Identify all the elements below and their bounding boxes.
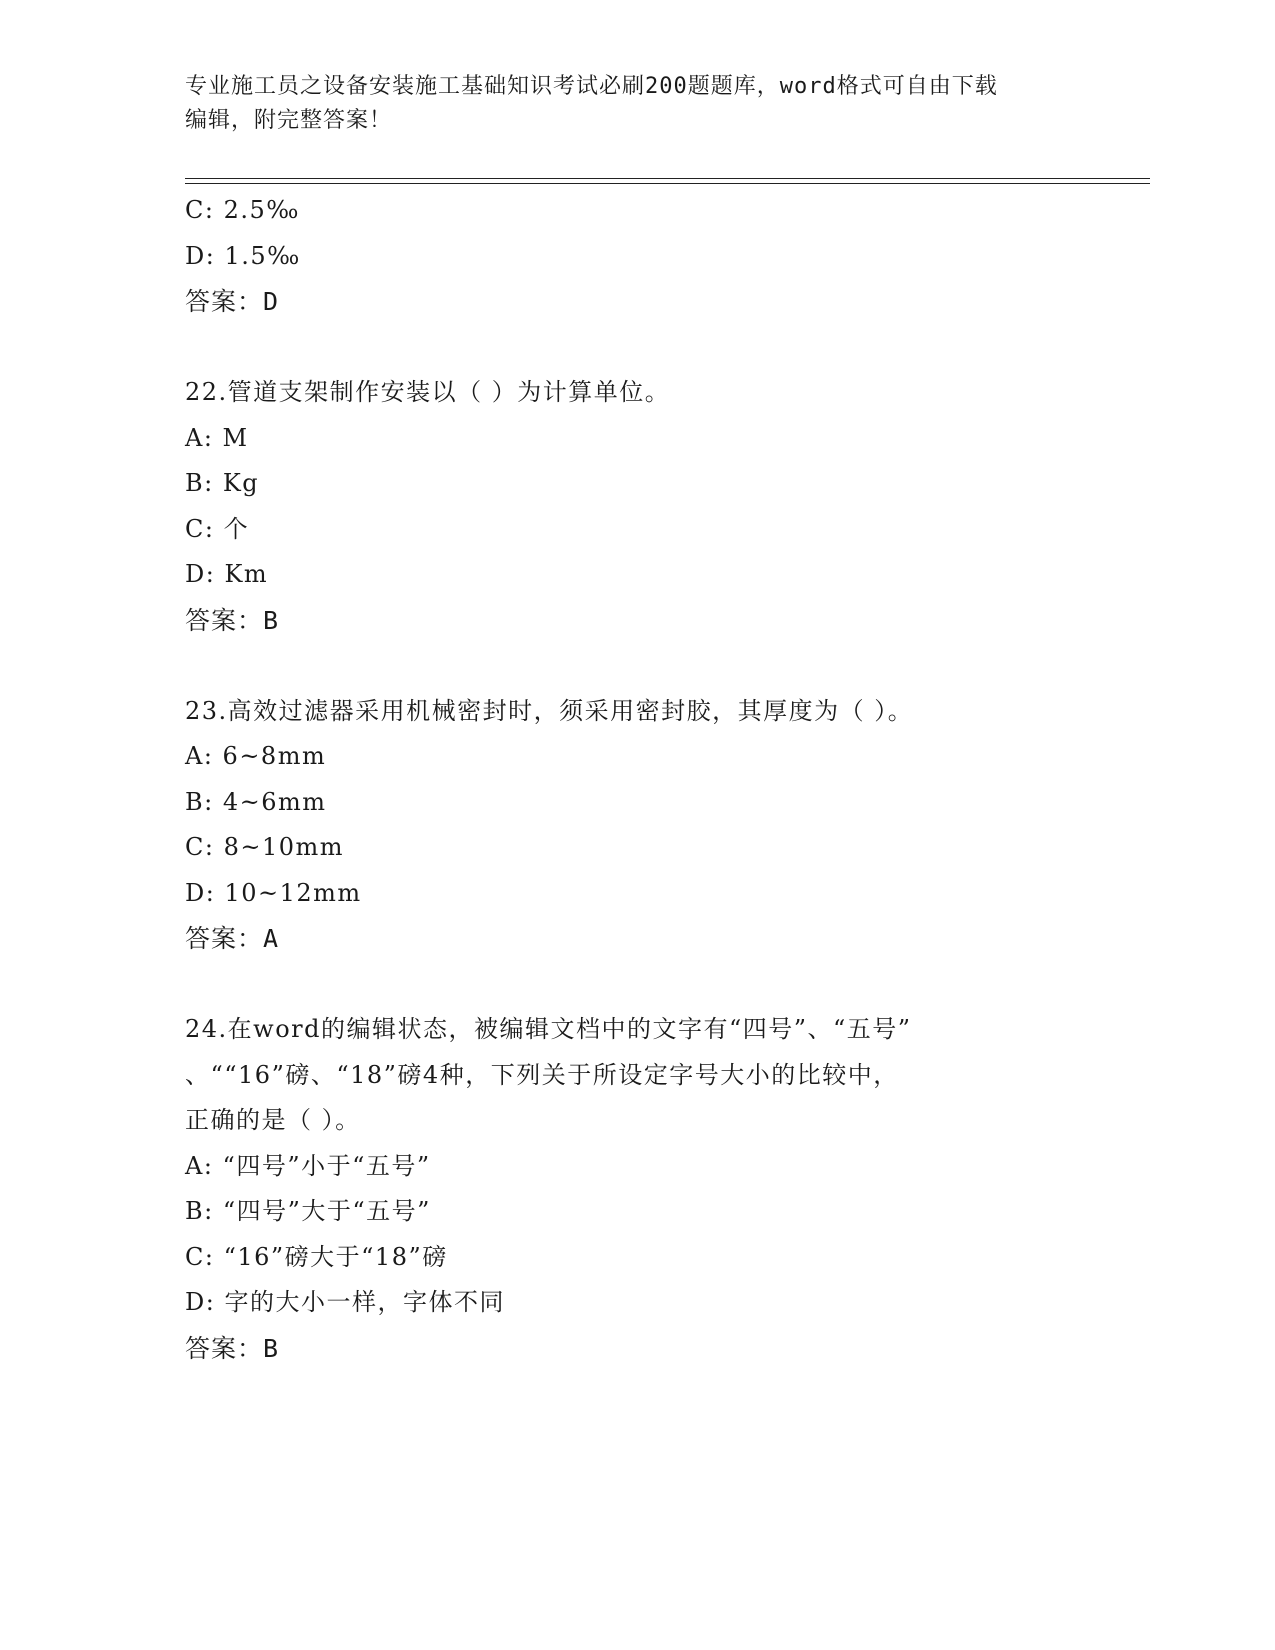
document-body	[185, 188, 1085, 1371]
spacer	[185, 962, 1085, 1008]
question-24-option-a: A: “四号”小于“五号”	[185, 1151, 431, 1180]
question-24-stem-line-2: 、““16”磅、“18”磅4种，下列关于所设定字号大小的比较中，	[185, 1060, 899, 1089]
question-23-option-d: D: 10~12mm	[185, 878, 362, 907]
question-23-option-a: A: 6~8mm	[185, 742, 327, 770]
question-22-option-b: B: Kg	[185, 469, 260, 497]
option-c: C: 2.5‰	[185, 196, 300, 224]
answer-line: 答案：D	[185, 287, 280, 316]
header-rule-top	[185, 178, 1150, 179]
question-22-stem: 22.管道支架制作安装以（ ）为计算单位。	[185, 378, 671, 406]
header-title-line-1: 专业施工员之设备安装施工基础知识考试必刷200题题库，word格式可自由下载	[185, 74, 998, 99]
spacer	[185, 325, 1085, 371]
header-rule-bottom	[185, 183, 1150, 184]
question-24-answer: 答案：B	[185, 1333, 280, 1363]
question-22-option-a: A: M	[185, 423, 249, 452]
header-title-line-2: 编辑，附完整答案！	[185, 108, 393, 133]
question-23-option-b: B: 4~6mm	[185, 787, 327, 816]
question-24-stem-line-1: 24.在word的编辑状态，被编辑文档中的文字有“四号”、“五号”	[185, 1015, 912, 1043]
question-24-option-c: C: “16”磅大于“18”磅	[185, 1242, 448, 1271]
spacer	[185, 643, 1085, 689]
page-header	[185, 70, 1085, 138]
question-23-answer: 答案：A	[185, 924, 280, 953]
question-24-option-d: D: 字的大小一样，字体不同	[185, 1288, 505, 1316]
question-23-stem: 23.高效过滤器采用机械密封时，须采用密封胶，其厚度为（ ）。	[185, 696, 914, 725]
question-22-answer: 答案：B	[185, 605, 280, 635]
question-22-option-d: D: Km	[185, 560, 269, 588]
question-24-option-b: B: “四号”大于“五号”	[185, 1197, 431, 1225]
option-d: D: 1.5‰	[185, 241, 301, 270]
question-24-stem-line-3: 正确的是（ ）。	[185, 1106, 361, 1134]
question-22-option-c: C: 个	[185, 514, 250, 543]
question-23-option-c: C: 8~10mm	[185, 833, 345, 861]
